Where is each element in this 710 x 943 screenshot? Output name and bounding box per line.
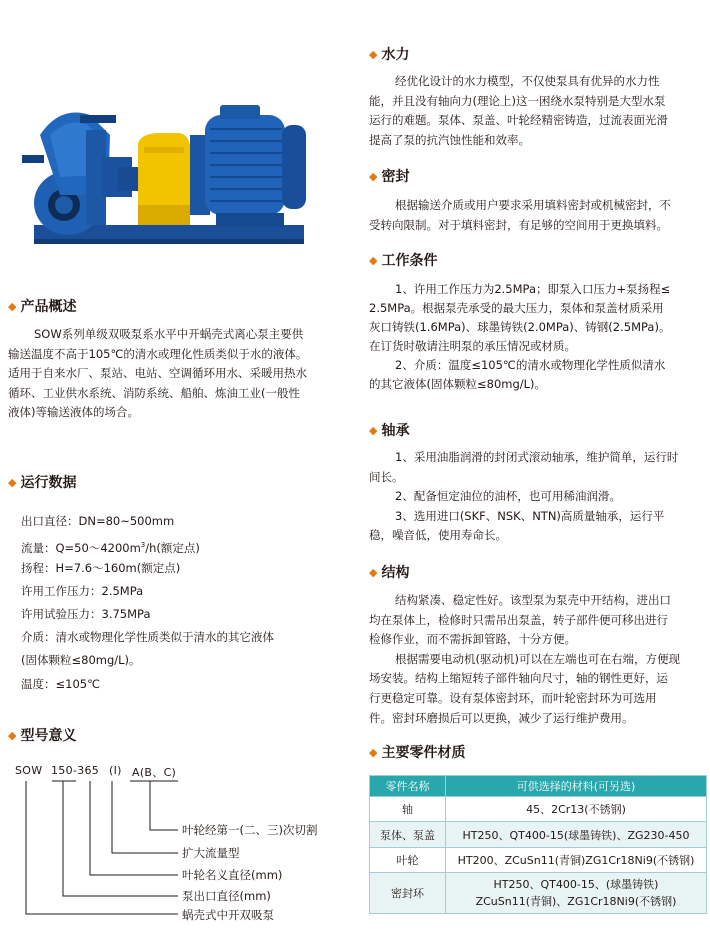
heading-model-meaning: ◆ 型号意义 <box>8 728 77 744</box>
model-label-expand: 扩大流量型 <box>182 846 240 860</box>
table-cell-material: HT200、ZCuSn11(青铜)ZG1Cr18Ni9(不锈钢) <box>446 848 707 873</box>
diamond-icon: ◆ <box>8 476 17 489</box>
running-item: 许用工作压力：2.5MPa <box>21 584 144 598</box>
model-code-expand: (I) <box>109 764 122 777</box>
diamond-icon: ◆ <box>369 424 378 437</box>
seal-text: 根据输送介质或用户要求采用填料密封或机械密封，不 受转向限制。对于填料密封，有足够的空间用于更换填料。 <box>369 198 671 232</box>
table-cell-material: 45、2Cr13(不锈钢) <box>446 797 707 822</box>
heading-bearing: ◆ 轴承 <box>369 423 410 439</box>
table-row <box>370 873 707 914</box>
diamond-icon: ◆ <box>369 254 378 267</box>
model-label-outlet: 泵出口直径(mm) <box>182 889 271 903</box>
diamond-icon: ◆ <box>369 48 378 61</box>
table-cell-material: HT250、QT400-15、(球墨铸铁) ZCuSn11(青铜)、ZG1Cr18Ni9(不锈钢) <box>446 873 707 914</box>
table-cell-part: 轴 <box>370 797 446 822</box>
table-row <box>370 797 707 822</box>
heading-hydraulics: ◆ 水力 <box>369 47 410 63</box>
materials-table <box>369 775 707 914</box>
diamond-icon: ◆ <box>8 729 17 742</box>
running-item: 介质：清水或物理化学性质类似于清水的其它液体 <box>21 630 274 644</box>
model-code-cut: A(B、C) <box>132 766 177 779</box>
diamond-icon: ◆ <box>369 170 378 183</box>
model-code-size: 150-365 <box>51 764 100 777</box>
table-cell-material: HT250、QT400-15(球墨铸铁)、ZG230-450 <box>446 822 707 848</box>
overview-text: SOW系列单级双吸泵系水平中开蜗壳式离心泵主要供 输送温度不高于105℃的清水或理化性质类似于水的液体。 适用于自来水厂、泵站、电站、空调循环用水、采暖用热水 循环、工业供水系统、消防系统、船舶、炼油工业(一般性 液体)等输送液体的场合。 <box>8 327 308 420</box>
model-code-prefix: SOW <box>15 764 43 777</box>
model-label-type: 蜗壳式中开双吸泵 <box>182 908 274 922</box>
model-label-cut: 叶轮经第一(二、三)次切割 <box>182 823 318 837</box>
conditions-text: 1、许用工作压力为2.5MPa；即泵入口压力+泵扬程≤ 2.5MPa。根据泵壳承受的最大压力，泵体和泵盖材质采用 灰口铸铁(1.6MPa)、球墨铸铁(2.0MPa)、铸钢(2.5MPa)。 在订货时敬请注明泵的承压情况或材质。 2、介质：温度≤105℃的清水或物理化学性质似清水 的其它液体(固体颗粒≤80mg/L)。 <box>369 282 671 391</box>
table-header-material: 可供选择的材料(可另选) <box>446 776 707 797</box>
model-label-impeller: 叶轮名义直径(mm) <box>182 868 283 882</box>
running-item: 流量：$Q=50\sim 4200m^3/h$(额定点) <box>21 540 200 555</box>
structure-text: 结构紧凑、稳定性好。该型泵为泵壳中开结构，进出口 均在泵体上，检修时只需吊出泵盖，转子部件便可移出进行 检修作业，而不需拆卸管路，十分方便。 根据需要电动机(驱动机)可以在左端也可在右端，方便现 场安装。结构上缩短转子部件轴向尺寸，轴的钢性更好，运 行更稳定可靠。设有泵体密封环，而叶轮密封环为可选用 件。密封环磨损后可以更换，减少了运行维护费用。 <box>369 593 680 725</box>
bearing-text: 1、采用油脂润滑的封闭式滚动轴承，维护简单，运行时 间长。 2、配备恒定油位的油杯，也可用稀油润滑。 3、选用进口(SKF、NSK、NTN)高质量轴承，运行平 稳，噪音低，使用寿命长。 <box>369 450 679 543</box>
running-item: 出口直径：DN=80~500mm <box>21 514 175 528</box>
table-cell-part: 密封环 <box>370 873 446 914</box>
heading-running-data: ◆ 运行数据 <box>8 475 77 491</box>
heading-structure: ◆ 结构 <box>369 565 410 581</box>
table-row <box>370 848 707 873</box>
diamond-icon: ◆ <box>369 746 378 759</box>
heading-working-conditions: ◆ 工作条件 <box>369 253 438 269</box>
heading-materials: ◆ 主要零件材质 <box>369 745 466 761</box>
heading-seal: ◆ 密封 <box>369 169 410 185</box>
table-cell-part: 泵体、泵盖 <box>370 822 446 848</box>
hydraulics-text: 经优化设计的水力模型，不仅使泵具有优异的水力性 能，并且没有轴向力(理论上)这一困绕水泵特别是大型水泵 运行的难题。泵体、泵盖、叶轮经精密铸造，过流表面光滑 提高了泵的抗汽蚀性能和效率。 <box>369 74 668 147</box>
table-header-part: 零件名称 <box>370 776 446 797</box>
heading-overview: ◆ 产品概述 <box>8 299 77 315</box>
diamond-icon: ◆ <box>8 300 17 313</box>
running-item: 扬程：H=7.6～160m(额定点) <box>21 561 181 575</box>
running-item: (固体颗粒≤80mg/L)。 <box>21 653 141 667</box>
running-item: 许用试验压力：3.75MPa <box>21 607 151 621</box>
diamond-icon: ◆ <box>369 566 378 579</box>
table-cell-part: 叶轮 <box>370 848 446 873</box>
table-header-row <box>370 776 707 797</box>
table-row <box>370 822 707 848</box>
running-item: 温度：≤105℃ <box>21 677 101 691</box>
